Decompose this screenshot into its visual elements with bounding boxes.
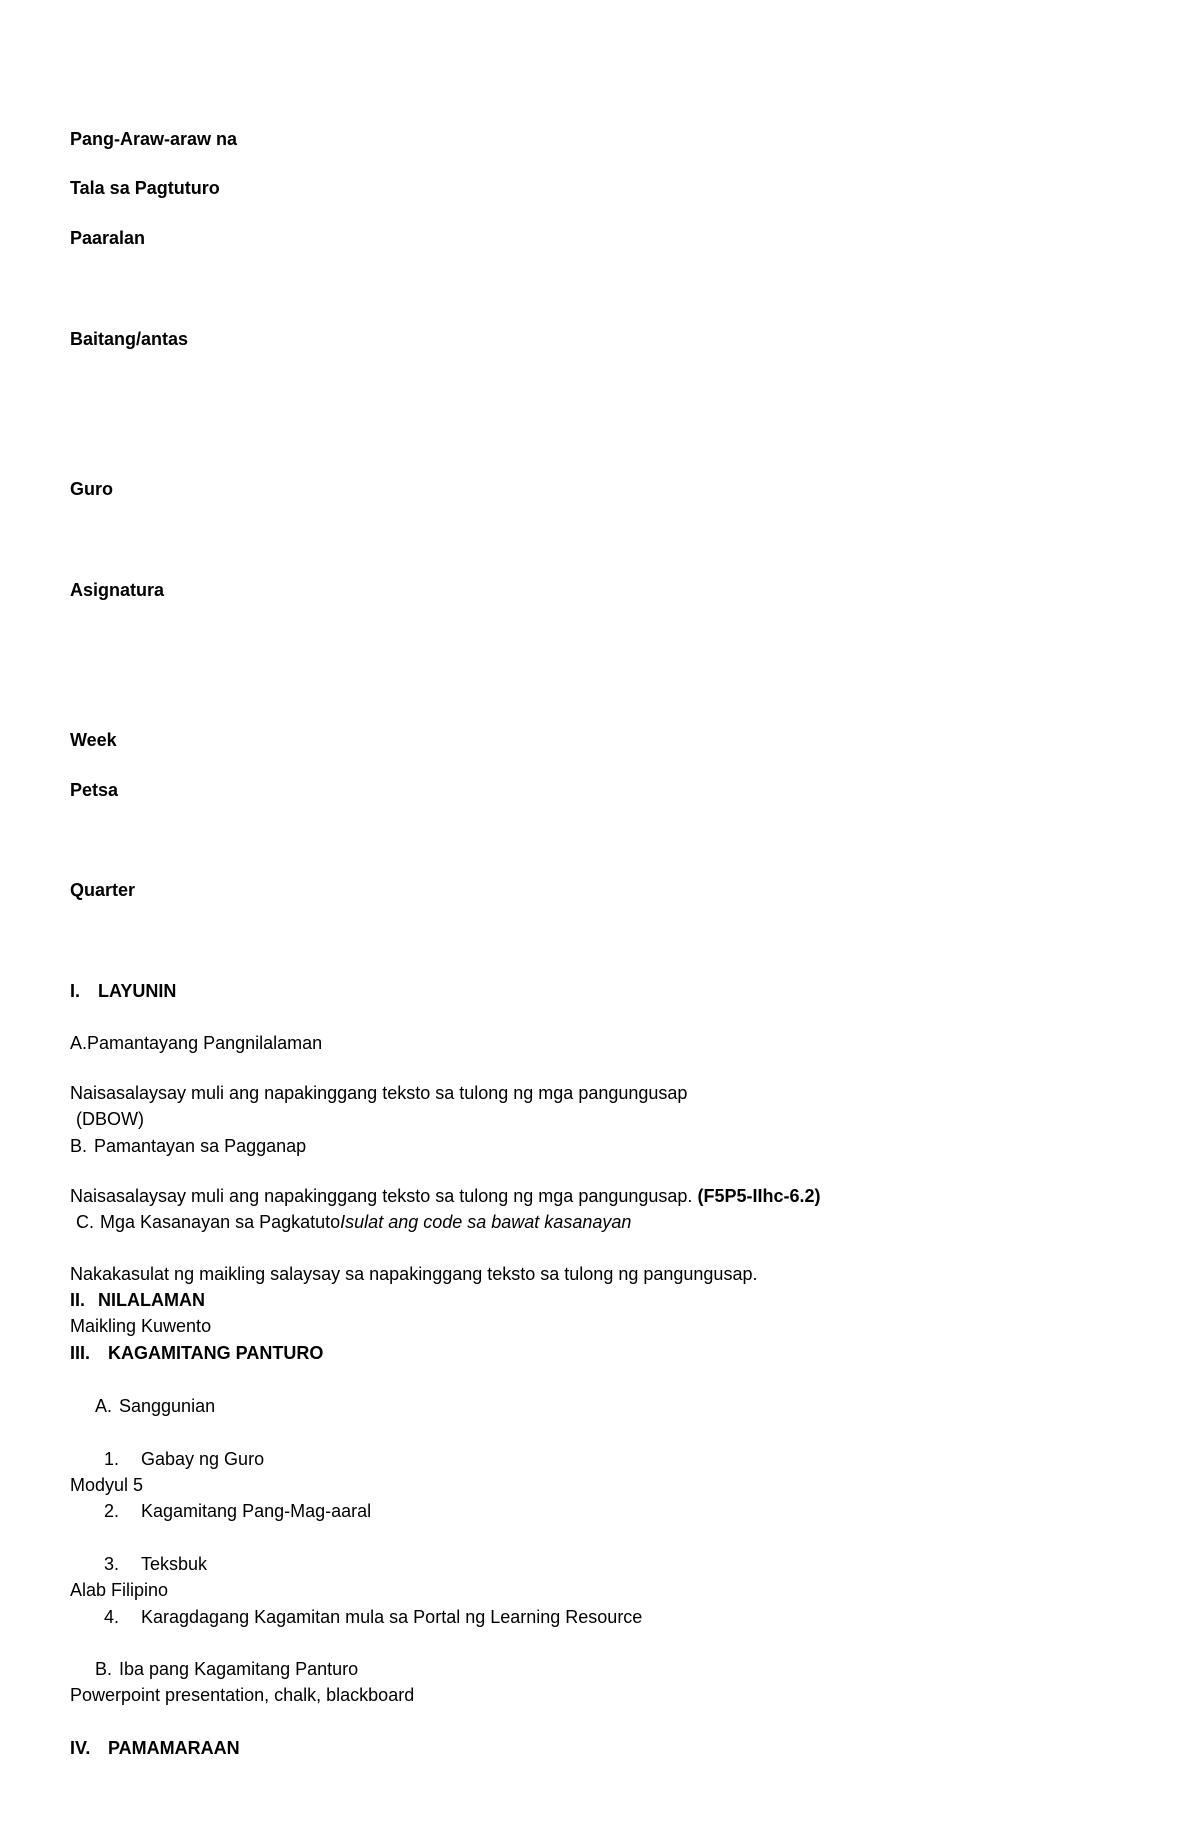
resource-item-1: [104, 1448, 264, 1470]
subject-label: Asignatura: [70, 580, 165, 600]
kagamitan-b-text: Powerpoint presentation, chalk, blackboard: [70, 1685, 415, 1705]
item-number: 1.: [104, 1449, 120, 1469]
item-number: 3.: [104, 1554, 120, 1574]
layunin-b-label: [70, 1135, 306, 1157]
section-nilalaman-heading: [70, 1289, 205, 1311]
section-pamamaraan-heading: [70, 1737, 240, 1759]
title-line-2: Tala sa Pagtuturo: [70, 178, 220, 198]
kagamitan-b-label: [95, 1658, 358, 1680]
resource-item-3: [104, 1553, 207, 1575]
competency-code: (F5P5-IIhc-6.2): [697, 1186, 821, 1206]
item-label: Iba pang Kagamitang Panturo: [119, 1659, 359, 1679]
school-label: Paaralan: [70, 228, 146, 248]
item-number: 4.: [104, 1607, 120, 1627]
section-title: KAGAMITANG PANTURO: [108, 1343, 324, 1363]
section-title: PAMAMARAAN: [108, 1738, 240, 1758]
item-label: Mga Kasanayan sa Pagkatuto: [100, 1212, 341, 1232]
item-label: Pamantayan sa Pagganap: [94, 1136, 307, 1156]
item-letter: C.: [76, 1212, 94, 1232]
item-label: Sanggunian: [119, 1396, 216, 1416]
layunin-c-label: [76, 1211, 631, 1233]
week-label: Week: [70, 730, 117, 750]
nilalaman-text: Maikling Kuwento: [70, 1316, 212, 1336]
item-label: Karagdagang Kagamitan mula sa Portal ng Learning Resource: [141, 1607, 643, 1627]
item-label: Kagamitang Pang-Mag-aaral: [141, 1501, 372, 1521]
resource-item-1-value: Modyul 5: [70, 1475, 144, 1495]
quarter-label: Quarter: [70, 880, 136, 900]
item-letter: A.: [95, 1396, 113, 1416]
layunin-c-text: Nakakasulat ng maikling salaysay sa napakinggang teksto sa tulong ng pangungusap.: [70, 1264, 758, 1284]
layunin-b-text: [70, 1185, 820, 1207]
item-letter: B.: [70, 1136, 88, 1156]
item-letter: B.: [95, 1659, 113, 1679]
section-kagamitan-heading: [70, 1342, 323, 1364]
kagamitan-a-label: [95, 1395, 215, 1417]
resource-item-2: [104, 1500, 371, 1522]
item-label: Gabay ng Guro: [141, 1449, 265, 1469]
section-title: LAYUNIN: [98, 981, 177, 1001]
date-label: Petsa: [70, 780, 119, 800]
resource-item-4: [104, 1606, 642, 1628]
section-number: I.: [70, 981, 81, 1001]
item-note: Isulat ang code sa bawat kasanayan: [340, 1212, 632, 1232]
section-title: NILALAMAN: [98, 1290, 205, 1310]
item-number: 2.: [104, 1501, 120, 1521]
title-line-1: Pang-Araw-araw na: [70, 129, 238, 149]
section-layunin-heading: [70, 980, 176, 1002]
layunin-a-text: Naisasalaysay muli ang napakinggang teksto sa tulong ng mga pangungusap: [70, 1083, 688, 1103]
teacher-label: Guro: [70, 479, 113, 499]
layunin-a-code: (DBOW): [76, 1109, 144, 1129]
section-number: IV.: [70, 1738, 91, 1758]
item-label: Teksbuk: [141, 1554, 208, 1574]
standard-text: Naisasalaysay muli ang napakinggang teksto sa tulong ng mga pangungusap.: [70, 1186, 693, 1206]
section-number: II.: [70, 1290, 86, 1310]
section-number: III.: [70, 1343, 91, 1363]
layunin-a-label: A.Pamantayang Pangnilalaman: [70, 1033, 323, 1053]
grade-label: Baitang/antas: [70, 329, 189, 349]
resource-item-3-value: Alab Filipino: [70, 1580, 169, 1600]
